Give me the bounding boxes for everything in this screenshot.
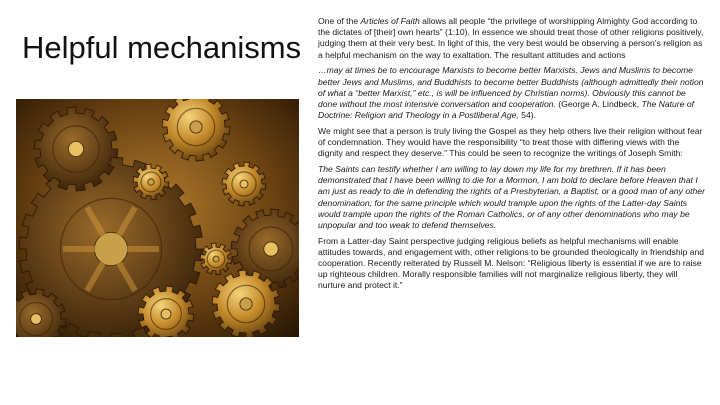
paragraph	[318, 16, 706, 61]
gears-image	[16, 99, 299, 337]
text-run: 54).	[518, 110, 536, 121]
gear-hub	[213, 256, 219, 262]
block-quote	[318, 65, 706, 121]
gear-hub	[148, 179, 154, 185]
gear-hub	[240, 298, 252, 310]
gear-hub	[31, 314, 42, 325]
gear-hub	[240, 180, 248, 188]
text-run: We might see that a person is truly living the Gospel as they help others live their religion without fear of condemnation. They would have the responsibility “to treat those with differing views with the dignity and respect they deserve.” This could be seen to recognize the writings of Joseph Smith:	[318, 125, 703, 159]
text-run: Articles of Faith	[360, 16, 420, 26]
gear-hub	[68, 141, 83, 156]
text-run: allows all people “the privilege of worshipping Almighty God according to the dictates of [their] own hearts” (1:10). In essence we should treat those of other religions positively, judging them at their very best. In light of this, the very best would be observing a person’s religion as a helpful mechanism on the way to exaltation. The resultant attitudes and actions	[318, 16, 704, 60]
text-run: …may at times be to encourage Marxists to become better Marxists, Jews and Muslims to become better Jews and Muslims, and Buddhists to become better Buddhists (although admittedly their notion of what a “better Marxist,” etc., is will be influenced by Christian norms). Obviously this cannot be done without the most intensive conversation and cooperation.	[318, 65, 704, 109]
block-quote	[318, 164, 706, 231]
text-run: (George A. Lindbeck,	[555, 98, 642, 109]
gear-hub	[264, 242, 278, 256]
text-run: From a Latter-day Saint perspective judging religious beliefs as helpful mechanisms will enable attitudes towards, and engagement with, other religions to be grounded theologically in friendship and cooperation. Recently reiterated by Russell M. Nelson: “Religious liberty is essential if we are to raise up righteous children. Morally responsible families will not marginalize religious liberty, they will nurture and protect it.”	[318, 235, 705, 291]
gear-hub	[190, 121, 202, 133]
paragraph	[318, 126, 706, 160]
gear-hub	[94, 232, 127, 265]
slide-title: Helpful mechanisms	[22, 30, 302, 65]
text-run: The Nature of Doctrine: Religion and Theology in a Postliberal Age,	[318, 98, 694, 121]
body-text	[318, 16, 706, 296]
text-run: The Saints can testify whether I am willing to lay down my life for my brethren. If it has been demonstrated that I have been willing to die for a Mormon, I am bold to declare before Heaven that I am just as ready to die in defending the rights of a Presbyterian, a Baptist, or a good man of any other denomination; for the same principle which would trample upon the rights of the Latter-day Saints would trample upon the rights of the Roman Catholics, or of any other denominations who may be unpopular and too weak to defend themselves.	[318, 163, 705, 230]
paragraph	[318, 236, 706, 292]
text-run: One of the	[318, 16, 361, 26]
gear-hub	[161, 309, 171, 319]
